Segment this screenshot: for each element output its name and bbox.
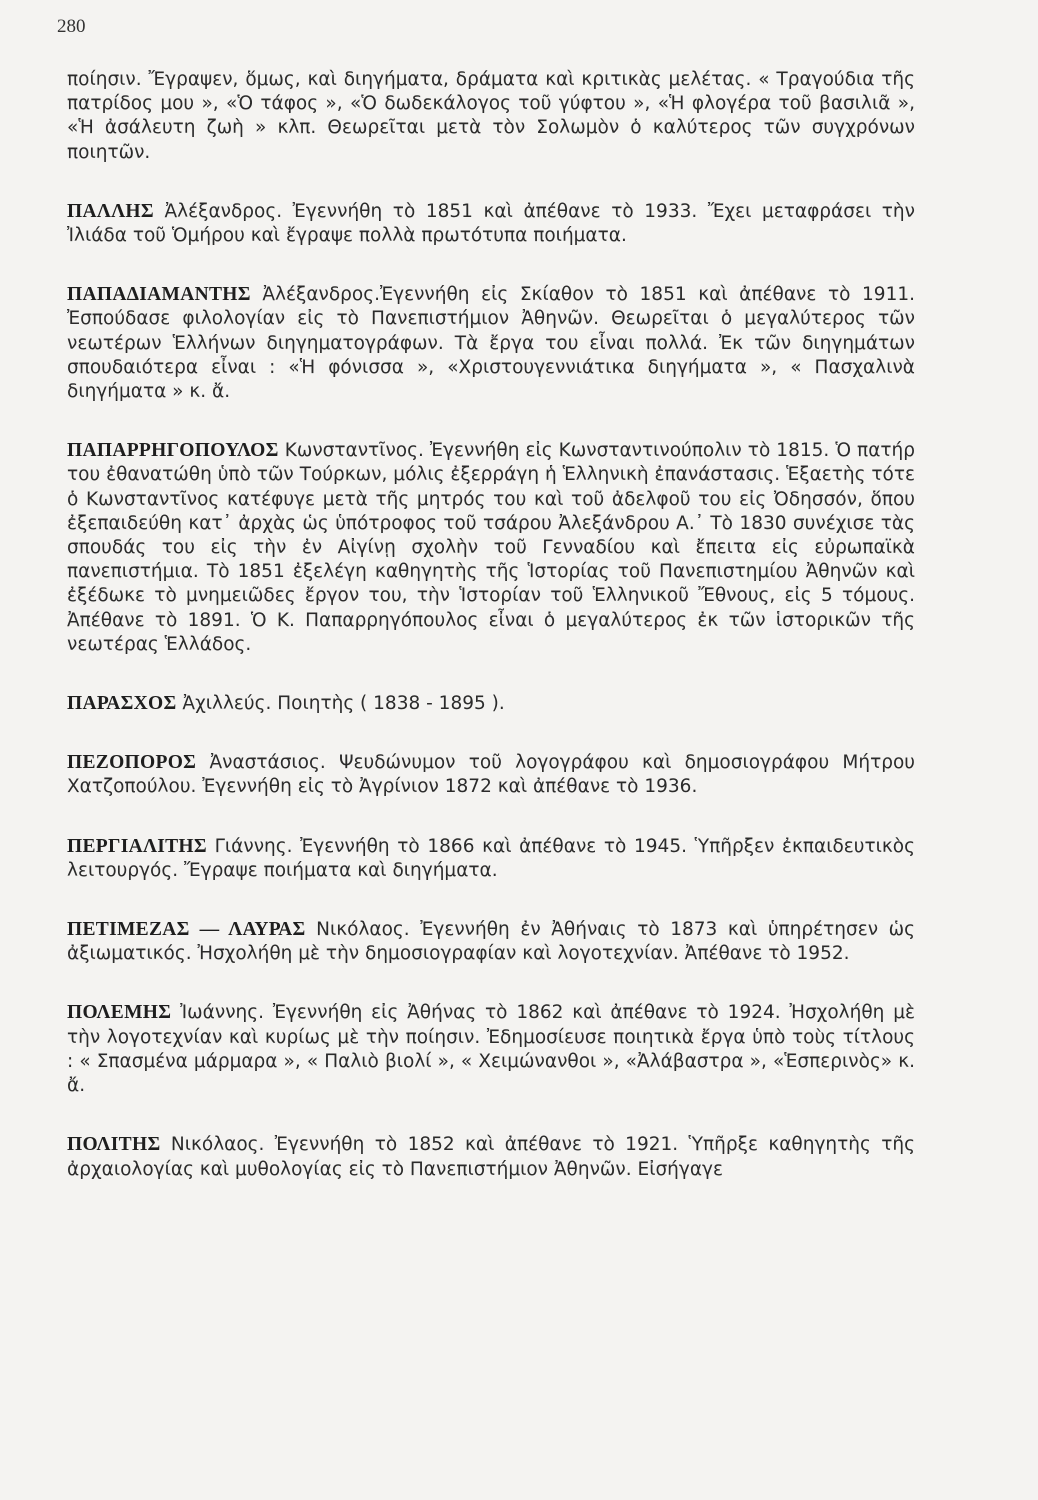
entry-polemis [67,1001,915,1098]
intro-paragraph [67,68,915,165]
entry-name: ΠΑΠΑΔΙΑΜΑΝΤΗΣ [67,284,251,306]
entry-text: Ἀναστάσιος. Ψευδώνυμον τοῦ λογογράφου καὶ δημοσιογράφου Μήτρου Χατζοπούλου. Ἐγεννήθη εἰς τὸ Ἀγρίνιον 1872 καὶ ἀπέθανε τὸ 1936. [67,752,915,798]
entry-name: ΠΑΡΑΣΧΟΣ [67,693,177,715]
entry-name: ΠΕΖΟΠΟΡΟΣ [67,752,197,774]
entry-text: Νικόλαος. Ἐγεννήθη ἐν Ἀθήναις τὸ 1873 καὶ ὑπηρέτησεν ὡς ἀξιωματικός. Ἠσχολήθη μὲ τὴν δημοσιογραφίαν καὶ λογοτεχνίαν. Ἀπέθανε τὸ 1952. [67,919,915,965]
entry-pezoporos [67,751,915,799]
entry-text: Νικόλαος. Ἐγεννήθη τὸ 1852 καὶ ἀπέθανε τὸ 1921. Ὑπῆρξε καθηγητὴς τῆς ἀρχαιολογίας καὶ μυθολογίας εἰς τὸ Πανεπιστήμιον Ἀθηνῶν. Εἰσήγαγε [67,1134,915,1180]
entry-name: ΠΕΡΓΙΑΛΙΤΗΣ [67,835,207,857]
entry-pergialitis [67,835,915,883]
entry-name: ΠΕΤΙΜΕΖΑΣ — ΛΑΥΡΑΣ [67,919,306,941]
page-number: 280 [57,16,86,37]
entry-papadiamantis [67,283,915,404]
entry-name: ΠΑΛΛΗΣ [67,200,154,222]
entry-paraschos [67,692,915,716]
intro-text: ποίησιν. Ἔγραψεν, ὅμως, καὶ διηγήματα, δράματα καὶ κριτικὰς μελέτας. « Τραγούδια τῆς πατρίδος μου », «Ὁ τάφος », «Ὁ δωδεκάλογος τοῦ γύφτου », «Ἡ φλογέρα τοῦ βασιλιᾶ », «Ἡ ἀσάλευτη ζωὴ » κλπ. Θεωρεῖται μετὰ τὸν Σολωμὸν ὁ καλύτερος τῶν συγχρόνων ποιητῶν. [67,69,915,163]
entry-text: Ἀχιλλεύς. Ποιητὴς ( 1838 - 1895 ). [182,693,505,715]
entry-pallis [67,200,915,248]
entry-text: Ἰωάννης. Ἐγεννήθη εἰς Ἀθήνας τὸ 1862 καὶ ἀπέθανε τὸ 1924. Ἠσχολήθη μὲ τὴν λογοτεχνίαν καὶ κυρίως μὲ τὴν ποίησιν. Ἐδημοσίευσε ποιητικὰ ἔργα ὑπὸ τοὺς τίτλους : « Σπασμένα μάρμαρα », « Παλιὸ βιολί », « Χειμώνανθοι », «Ἀλάβαστρα », «Ἑσπερινὸς» κ. ἄ. [67,1002,915,1097]
entry-name: ΠΟΛΙΤΗΣ [67,1134,161,1156]
entry-name: ΠΟΛΕΜΗΣ [67,1002,172,1024]
entry-name: ΠΑΠΑΡΡΗΓΟΠΟΥΛΟΣ [67,440,279,462]
page-body [67,68,915,1217]
entry-paparrigopoulos [67,439,915,657]
entry-text: Γιάννης. Ἐγεννήθη τὸ 1866 καὶ ἀπέθανε τὸ 1945. Ὑπῆρξεν ἐκπαιδευτικὸς λειτουργός. Ἔγραψε ποιήματα καὶ διηγήματα. [67,835,915,881]
entry-petimezas-lavras [67,918,915,966]
entry-text: Ἀλέξανδρος. Ἐγεννήθη τὸ 1851 καὶ ἀπέθανε τὸ 1933. Ἔχει μεταφράσει τὴν Ἰλιάδα τοῦ Ὁμήρου καὶ ἔγραψε πολλὰ πρωτότυπα ποιήματα. [67,200,915,247]
entry-text: Κωνσταντῖνος. Ἐγεννήθη εἰς Κωνσταντινούπολιν τὸ 1815. Ὁ πατήρ του ἐθανατώθη ὑπὸ τῶν Τούρκων, μόλις ἐξερράγη ἡ Ἑλληνικὴ ἐπανάστασις. Ἑξαετὴς τότε ὁ Κωνσταντῖνος κατέφυγε μετὰ τῆς μητρός του καὶ τοῦ ἀδελφοῦ του εἰς Ὀδησσόν, ὅπου ἐξεπαιδεύθη κατ᾽ ἀρχὰς ὡς ὑπότροφος τοῦ τσάρου Ἀλεξάνδρου Α.᾽ Τὸ 1830 συνέχισε τὰς σπουδάς του εἰς τὴν ἐν Αἰγίνῃ σχολὴν τοῦ Γενναδίου καὶ ἔπειτα εἰς εὐρωπαϊκὰ πανεπιστήμια. Τὸ 1851 ἐξελέγη καθηγητὴς τῆς Ἱστορίας τοῦ Πανεπιστημίου Ἀθηνῶν καὶ ἐξέδωκε τὸ μνημειῶδες ἔργον του, τὴν Ἱστορίαν τοῦ Ἑλληνικοῦ Ἔθνους, εἰς 5 τόμους. Ἀπέθανε τὸ 1891. Ὁ Κ. Παπαρρηγόπουλος εἶναι ὁ μεγαλύτερος ἐκ τῶν ἱστορικῶν τῆς νεωτέρας Ἑλλάδος. [67,440,916,655]
entry-politis [67,1133,915,1181]
entry-text: Ἀλέξανδρος.Ἐγεννήθη εἰς Σκίαθον τὸ 1851 καὶ ἀπέθανε τὸ 1911. Ἐσπούδασε φιλολογίαν εἰς τὸ Πανεπιστήμιον Ἀθηνῶν. Θεωρεῖται ὁ μεγαλύτερος τῶν νεωτέρων Ἑλλήνων διηγηματογράφων. Τὰ ἔργα του εἶναι πολλά. Ἐκ τῶν διηγημάτων σπουδαιότερα εἶναι : «Ἡ φόνισσα », «Χριστουγεννιάτικα διηγήματα », « Πασχαλινὰ διηγήματα » κ. ἄ. [67,284,915,403]
